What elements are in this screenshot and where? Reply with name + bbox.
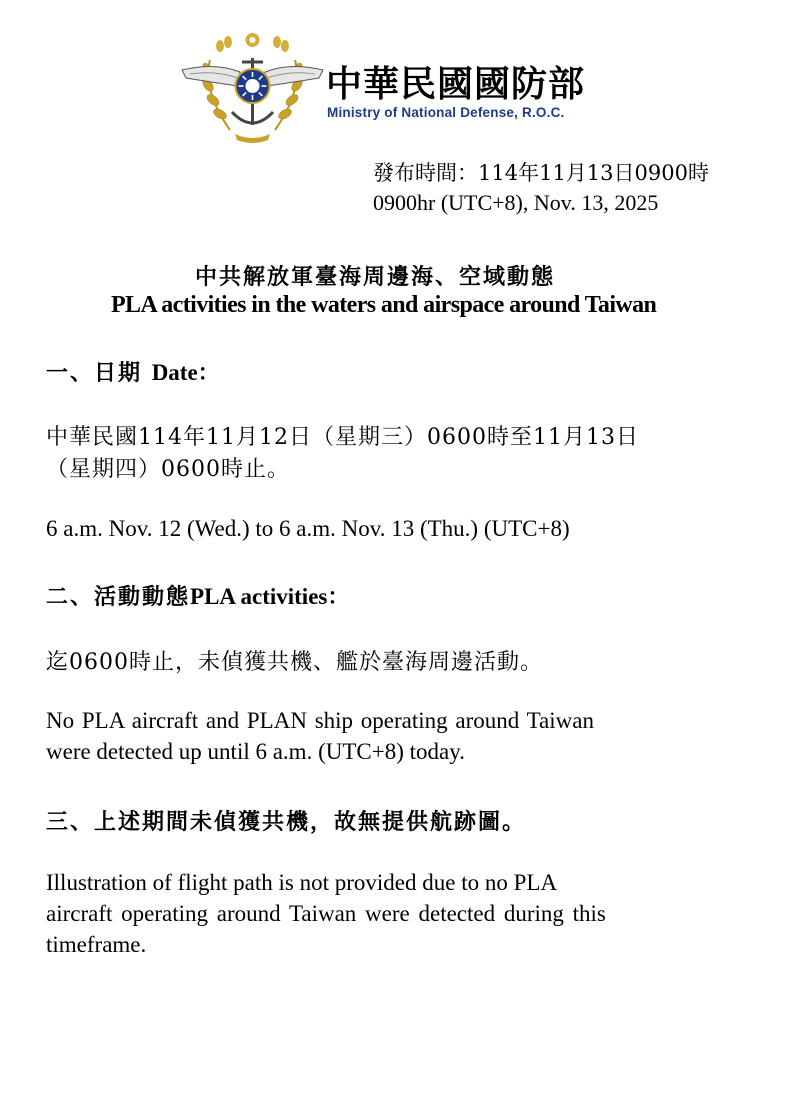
section-flight-path-body-en-line3: timeframe. bbox=[46, 932, 147, 957]
section-activities-heading-cn: 二、活動動態 bbox=[46, 584, 191, 610]
section-flight-path-heading: 三、上述期間未偵獲共機，故無提供航跡圖。 bbox=[46, 809, 527, 835]
release-time-cn: 發布時間：114年11月13日0900時 bbox=[373, 161, 709, 185]
section-activities-body-en-line1: No PLA aircraft and PLAN ship operating around Taiwan bbox=[46, 708, 594, 733]
section-date-body-cn-line1: 中華民國114年11月12日（星期三）0600時至11月13日 bbox=[46, 425, 639, 450]
document-title-cn: 中共解放軍臺海周邊海、空域動態 bbox=[195, 264, 556, 290]
section-flight-path-body-en-line1: Illustration of flight path is not provided due to no PLA bbox=[46, 870, 558, 895]
section-activities-heading-colon: ： bbox=[327, 584, 352, 610]
section-activities-heading-en: PLA activities bbox=[190, 584, 328, 609]
mnd-emblem-icon bbox=[180, 30, 325, 145]
section-activities-body-cn: 迄0600時止，未偵獲共機、艦於臺海周邊活動。 bbox=[46, 650, 543, 675]
section-date-body-cn-line2: （星期四）0600時止。 bbox=[46, 457, 290, 482]
section-date-body-en: 6 a.m. Nov. 12 (Wed.) to 6 a.m. Nov. 13 (Thu.) (UTC+8) bbox=[46, 516, 570, 541]
release-time-en: 0900hr (UTC+8), Nov. 13, 2025 bbox=[373, 190, 659, 215]
org-name-cn: 中華民國國防部 bbox=[326, 64, 586, 105]
section-activities-heading bbox=[46, 580, 351, 611]
section-date-heading bbox=[46, 356, 222, 387]
document-title-en: PLA activities in the waters and airspace around Taiwan bbox=[111, 292, 657, 318]
section-flight-path-body-en-line2: aircraft operating around Taiwan were detected during this bbox=[46, 901, 606, 926]
section-activities-body-en-line2: were detected up until 6 a.m. (UTC+8) today. bbox=[46, 739, 465, 764]
section-date-heading-cn: 一、日期 bbox=[46, 360, 143, 386]
org-name-en: Ministry of National Defense, R.O.C. bbox=[327, 105, 565, 120]
section-date-heading-en: Date bbox=[151, 360, 198, 385]
section-date-heading-colon: ： bbox=[197, 360, 222, 386]
